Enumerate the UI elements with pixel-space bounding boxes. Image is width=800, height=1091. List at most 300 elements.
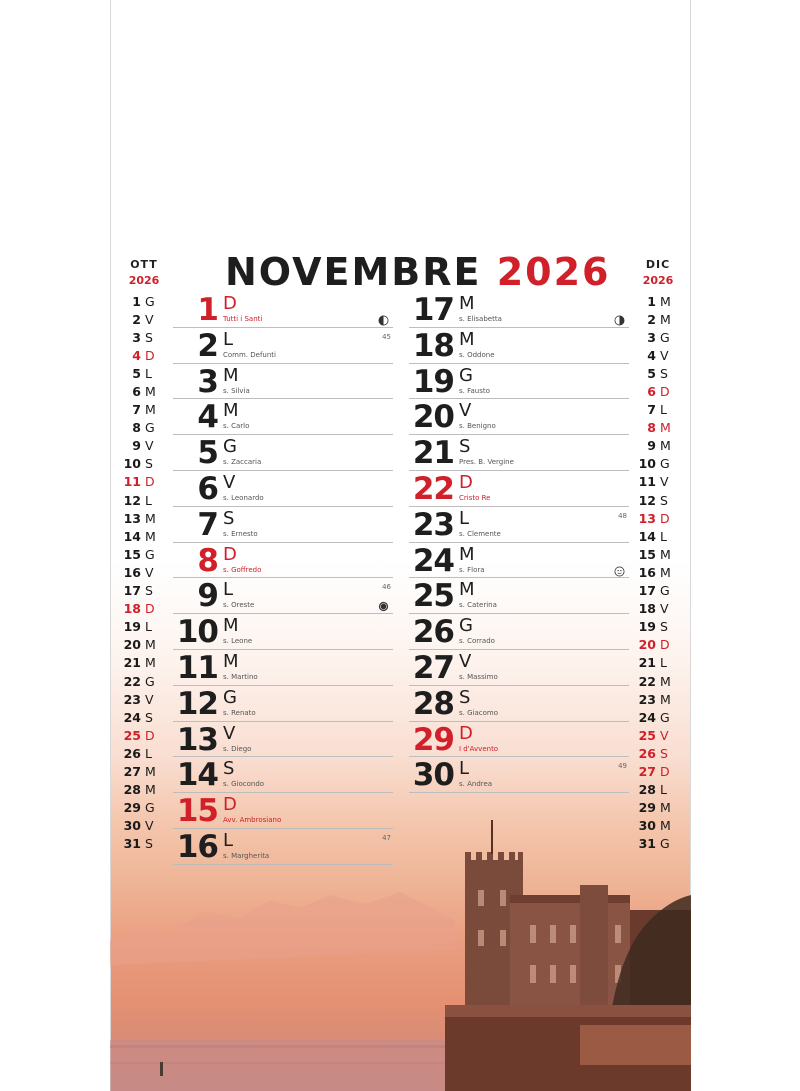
side-day-letter: G [660,836,670,852]
side-day-number: 16 [123,564,141,580]
day-row [173,435,393,471]
side-day-row [636,636,676,654]
saint-name: s. Leone [223,637,253,646]
week-number: 46 [382,583,391,592]
weekday-letter: G [223,686,237,708]
side-day-row [636,708,676,726]
side-day-row [636,419,676,437]
side-day-row [121,473,161,491]
side-day-letter: M [145,637,156,653]
side-day-number: 14 [638,528,656,544]
side-day-number: 12 [638,492,656,508]
day-number: 28 [412,685,454,722]
day-row [409,364,629,400]
weekday-letter: D [223,293,237,314]
weekday-letter: D [459,722,473,744]
day-row [173,686,393,722]
side-day-row [636,545,676,563]
side-day-row [636,527,676,545]
side-day-letter: L [660,782,667,798]
sea-wall [445,1005,691,1017]
prev-month-header [124,257,164,289]
moon-first-quarter-icon [614,311,625,322]
side-day-letter: M [660,420,671,436]
saint-name: I d'Avvento [459,744,499,753]
side-day-row [121,708,161,726]
saint-name: Avv. Ambrosiano [223,816,282,825]
side-day-number: 2 [647,311,656,327]
side-day-row [636,672,676,690]
side-day-number: 19 [123,619,141,635]
side-day-letter: G [660,456,670,472]
side-day-letter: G [145,800,155,816]
side-day-row [121,762,161,780]
weekday-letter: V [223,471,236,493]
side-day-number: 21 [123,655,141,671]
day-number: 13 [176,721,218,758]
saint-name: s. Andrea [459,780,493,789]
side-day-letter: S [145,583,153,599]
day-number: 23 [412,506,454,543]
side-day-letter: M [145,510,156,526]
week-number: 47 [382,833,391,842]
month-title: NOVEMBRE [225,250,482,294]
day-number: 25 [412,578,454,615]
side-day-number: 2 [132,311,141,327]
saint-name: s. Clemente [459,529,501,538]
side-day-row [636,690,676,708]
side-day-letter: D [145,601,155,617]
side-day-letter: L [145,619,152,635]
side-day-number: 8 [132,420,141,436]
day-number: 14 [176,757,218,794]
saint-name: s. Ernesto [223,529,258,538]
side-day-number: 15 [638,546,656,562]
day-row [173,292,393,328]
side-day-row [636,582,676,600]
day-row [173,471,393,507]
saint-name: Comm. Defunti [223,350,276,359]
week-number: 45 [382,332,391,341]
side-day-row [121,310,161,328]
weekday-letter: M [459,543,475,565]
day-row [173,722,393,758]
mountain-silhouette [110,892,455,965]
day-row [173,578,393,614]
saint-name: s. Giacomo [459,708,498,717]
side-day-row [636,654,676,672]
day-number: 19 [412,363,454,400]
day-row [409,686,629,722]
side-day-number: 15 [123,546,141,562]
day-number: 16 [176,828,218,865]
side-day-letter: D [145,727,155,743]
side-day-number: 3 [647,329,656,345]
side-day-row [636,600,676,618]
side-day-number: 29 [638,800,656,816]
weekday-letter: M [459,293,475,314]
side-day-row [121,600,161,618]
side-day-number: 17 [123,583,141,599]
side-day-letter: D [145,474,155,490]
day-number: 24 [412,542,454,579]
weekday-letter: G [223,436,237,458]
saint-name: s. Goffredo [223,565,262,574]
week-number: 48 [618,511,627,520]
side-day-row [121,817,161,835]
day-row [173,793,393,829]
weekday-letter: D [223,543,237,565]
day-number: 15 [176,793,218,830]
side-day-letter: D [660,510,670,526]
side-day-row [636,292,676,310]
side-day-letter: D [660,763,670,779]
saint-name: s. Oreste [223,601,255,610]
side-day-letter: M [660,438,671,454]
side-day-row [636,744,676,762]
side-day-row [636,835,676,853]
day-number: 8 [197,542,218,579]
days-column-left [173,292,393,865]
side-day-row [636,382,676,400]
side-day-row [121,545,161,563]
side-day-letter: V [145,691,154,707]
side-day-number: 28 [123,782,141,798]
day-row [409,471,629,507]
side-day-number: 10 [123,456,141,472]
side-day-number: 22 [638,673,656,689]
day-number: 17 [412,292,454,328]
side-day-row [121,582,161,600]
side-day-letter: V [660,474,669,490]
day-row [173,650,393,686]
side-day-letter: M [660,673,671,689]
day-row [173,507,393,543]
day-number: 2 [197,327,218,364]
side-day-number: 7 [647,402,656,418]
side-day-row [121,744,161,762]
day-number: 29 [412,721,454,758]
side-day-letter: M [660,564,671,580]
side-day-letter: M [145,528,156,544]
side-day-number: 11 [123,474,141,490]
side-day-number: 17 [638,583,656,599]
side-day-letter: G [660,583,670,599]
side-day-number: 27 [123,763,141,779]
side-day-number: 4 [132,347,141,363]
side-day-row [121,672,161,690]
side-day-letter: M [660,546,671,562]
side-day-number: 26 [638,745,656,761]
day-row [173,364,393,400]
side-day-letter: L [660,528,667,544]
side-day-number: 5 [647,365,656,381]
side-day-letter: L [145,365,152,381]
side-day-row [121,382,161,400]
day-row [409,578,629,614]
side-day-letter: V [145,818,154,834]
side-day-row [636,726,676,744]
side-day-letter: S [660,365,668,381]
day-number: 1 [197,292,218,328]
side-day-letter: V [145,438,154,454]
day-number: 21 [412,435,454,472]
side-day-number: 21 [638,655,656,671]
side-day-row [636,799,676,817]
weekday-letter: S [459,686,471,708]
side-day-number: 25 [638,727,656,743]
day-number: 26 [412,614,454,651]
side-day-number: 4 [647,347,656,363]
side-day-letter: D [145,347,155,363]
side-day-row [121,455,161,473]
side-day-letter: S [660,619,668,635]
side-day-row [121,563,161,581]
side-day-letter: V [660,347,669,363]
side-day-number: 13 [123,510,141,526]
saint-name: s. Carlo [223,422,250,431]
side-day-number: 30 [638,818,656,834]
side-day-number: 6 [132,384,141,400]
day-number: 9 [197,578,218,615]
side-day-letter: M [145,655,156,671]
side-day-letter: S [145,709,153,725]
weekday-letter: L [459,507,470,529]
day-number: 18 [412,327,454,364]
side-day-letter: M [145,384,156,400]
side-day-number: 14 [123,528,141,544]
day-number: 20 [412,399,454,436]
saint-name: s. Elisabetta [459,315,502,323]
side-day-number: 18 [123,601,141,617]
weekday-letter: D [459,471,473,493]
day-row [173,757,393,793]
weekday-letter: M [223,400,239,422]
side-day-number: 26 [123,745,141,761]
side-day-letter: G [145,546,155,562]
weekday-letter: V [459,650,472,672]
prev-month-year: 2026 [128,274,160,287]
day-number: 22 [412,470,454,507]
side-day-row [121,781,161,799]
weekday-letter: D [223,794,237,816]
side-day-number: 1 [132,293,141,309]
day-row [409,292,629,328]
side-day-number: 19 [638,619,656,635]
side-day-letter: S [145,456,153,472]
side-day-row [121,835,161,853]
day-row [409,435,629,471]
weekday-letter: G [459,364,473,386]
next-month-year: 2026 [642,274,674,287]
saint-name: s. Martino [223,672,258,681]
day-number: 6 [197,470,218,507]
day-number: 4 [197,399,218,436]
weekday-letter: V [223,722,236,744]
side-day-letter: M [660,818,671,834]
side-day-letter: S [660,492,668,508]
side-day-number: 31 [638,836,656,852]
saint-name: s. Benigno [459,422,496,431]
weekday-letter: V [459,400,472,422]
side-day-row [121,419,161,437]
day-number: 10 [176,614,218,651]
side-day-row [636,364,676,382]
moon-new-icon [378,597,389,608]
side-day-number: 18 [638,601,656,617]
side-day-row [636,509,676,527]
saint-name: s. Zaccaria [223,458,262,467]
side-day-letter: M [660,311,671,327]
side-day-row [121,654,161,672]
day-row [173,328,393,364]
side-day-letter: S [145,329,153,345]
side-day-number: 22 [123,673,141,689]
day-row [409,757,629,793]
day-number: 12 [176,685,218,722]
side-day-letter: L [660,655,667,671]
side-day-number: 20 [638,637,656,653]
day-number: 30 [412,757,454,794]
side-day-number: 20 [123,637,141,653]
day-row [173,543,393,579]
side-day-number: 3 [132,329,141,345]
day-number: 11 [176,649,218,686]
side-day-number: 30 [123,818,141,834]
side-day-row [121,364,161,382]
saint-name: s. Fausto [459,386,490,395]
side-day-row [636,491,676,509]
side-day-row [636,455,676,473]
side-day-row [121,636,161,654]
side-day-letter: V [660,727,669,743]
prev-month-column [121,292,161,853]
side-day-letter: M [660,691,671,707]
side-day-number: 16 [638,564,656,580]
side-day-row [636,817,676,835]
weekday-letter: L [223,579,234,601]
day-number: 27 [412,649,454,686]
side-day-number: 1 [647,293,656,309]
side-day-row [636,618,676,636]
side-day-row [121,328,161,346]
day-number: 7 [197,506,218,543]
weekday-letter: S [459,436,471,458]
side-day-number: 9 [132,438,141,454]
weekday-letter: M [223,615,239,637]
day-row [409,507,629,543]
weekday-letter: S [223,758,235,780]
side-day-row [636,762,676,780]
side-day-row [636,563,676,581]
side-day-row [121,527,161,545]
saint-name: s. Corrado [459,637,495,646]
next-month-column [636,292,676,853]
side-day-row [636,473,676,491]
side-day-number: 27 [638,763,656,779]
side-day-letter: G [145,420,155,436]
side-day-number: 8 [647,420,656,436]
year-title: 2026 [496,250,611,294]
day-number: 3 [197,363,218,400]
side-day-letter: M [145,402,156,418]
next-month-name: DIC [645,258,671,271]
weekday-letter: S [223,507,235,529]
saint-name: Tutti i Santi [223,315,263,323]
day-row [409,399,629,435]
saint-name: Cristo Re [459,493,491,502]
weekday-letter: L [459,758,470,780]
side-day-number: 11 [638,474,656,490]
side-day-row [636,346,676,364]
side-day-number: 28 [638,782,656,798]
saint-name: s. Oddone [459,350,495,359]
calendar-title [225,250,611,294]
days-column-right [409,292,629,793]
side-day-row [636,781,676,799]
side-day-letter: G [660,329,670,345]
side-day-letter: D [660,637,670,653]
side-day-row [121,346,161,364]
side-day-number: 6 [647,384,656,400]
saint-name: s. Margherita [223,851,270,860]
saint-name: Pres. B. Vergine [459,458,514,467]
side-day-letter: V [145,564,154,580]
moon-last-quarter-icon [378,311,389,322]
weekday-letter: M [223,364,239,386]
side-day-row [121,491,161,509]
saint-name: s. Renato [223,708,256,717]
side-day-letter: G [145,673,155,689]
saint-name: s. Caterina [459,601,497,610]
side-day-number: 23 [638,691,656,707]
prev-month-name: OTT [130,258,158,271]
next-month-header [638,257,678,289]
side-day-number: 9 [647,438,656,454]
side-day-letter: M [145,763,156,779]
side-day-row [121,437,161,455]
side-day-row [121,401,161,419]
side-day-letter: G [660,709,670,725]
side-day-letter: S [145,836,153,852]
side-day-number: 23 [123,691,141,707]
side-day-letter: M [660,800,671,816]
saint-name: s. Flora [459,565,485,574]
side-day-number: 5 [132,365,141,381]
side-day-letter: V [145,311,154,327]
side-day-row [121,618,161,636]
side-day-letter: L [660,402,667,418]
side-day-number: 12 [123,492,141,508]
side-day-row [636,401,676,419]
side-day-letter: G [145,293,155,309]
side-day-number: 29 [123,800,141,816]
side-day-letter: V [660,601,669,617]
side-day-row [121,292,161,310]
saint-name: s. Diego [223,744,252,753]
weekday-letter: G [459,615,473,637]
day-row [409,722,629,758]
day-row [409,543,629,579]
saint-name: s. Massimo [459,672,498,681]
side-day-number: 31 [123,836,141,852]
day-row [173,829,393,865]
day-number: 5 [197,435,218,472]
side-day-letter: L [145,492,152,508]
side-day-row [636,328,676,346]
day-row [409,650,629,686]
day-row [409,614,629,650]
